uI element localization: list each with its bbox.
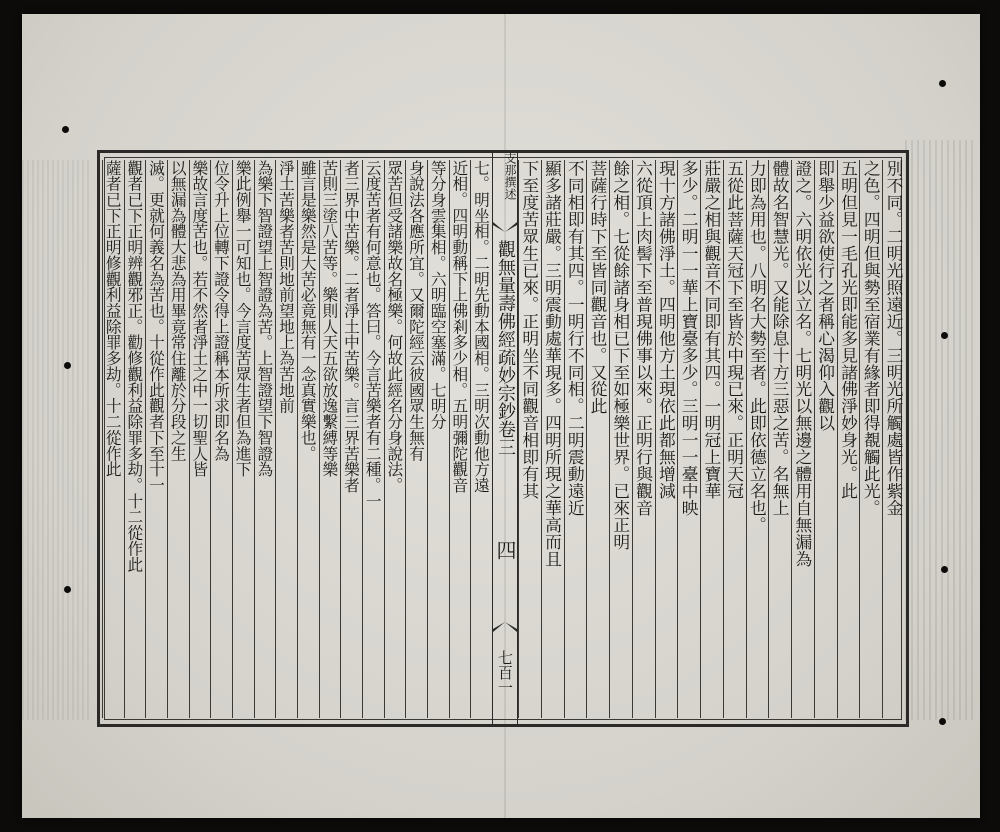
right-page-column-text: 力即為用也。八明名大勢至者。此即依德立名也。: [747, 160, 768, 534]
left-page-column-text: 觀者已下正明辨觀邪正。勸修觀利益除罪多劫。十二從作此: [125, 160, 145, 573]
right-page-column-text: 多少。二明一一華上寶臺多少。三明一一臺中映: [679, 160, 700, 517]
right-page-column: [859, 160, 882, 718]
right-page-column: [655, 160, 678, 718]
punch-hole: [941, 332, 948, 339]
right-page-column-text: 之色。四明但與勢至宿業有緣者即得覩觸此光。: [861, 160, 882, 517]
left-page-column-text: 身說法各應所宜。又爾陀經云彼國眾生無有: [406, 160, 426, 462]
left-page-column: [449, 160, 471, 718]
left-page-column-text: 云度苦者有何意也。答曰。今言苦樂者有二種。一: [363, 160, 383, 509]
left-page-column: [232, 160, 254, 718]
right-page-column: [541, 160, 564, 718]
left-page-column: [189, 160, 211, 718]
right-page-column: [609, 160, 632, 718]
gutter-page-number: 七百一: [496, 650, 514, 695]
left-page-column: [427, 160, 449, 718]
gutter-series-label: 支那撰述: [503, 152, 517, 200]
right-page-column: [837, 160, 860, 718]
left-page-column-text: 眾苦但受諸樂故名極樂。何故此經名分身說法。: [385, 160, 405, 494]
right-page-column: [814, 160, 837, 718]
punch-hole: [941, 566, 948, 573]
left-page-column: [275, 160, 297, 718]
right-page-column-text: 莊嚴之相與觀音不同即有其四。一明冠上寶華: [701, 160, 722, 500]
right-page-column-text: 餘之相。七從餘諸身相已下至如極樂世界。已來正明: [610, 160, 631, 551]
right-page-column-text: 即舉少益欲使行之者稱心渴仰入觀以: [815, 160, 836, 432]
right-page-column: [632, 160, 655, 718]
left-page-column-text: 樂此例舉一可知也。今言度苦眾生者但為進下: [233, 160, 253, 478]
left-page-column-text: 位令升上位轉下證令得上證稱本所求即名為: [211, 160, 231, 462]
left-page-column-text: 為樂下智證望上智證為苦。上智證望下智證為: [255, 160, 275, 478]
right-page-column: [882, 160, 905, 718]
right-page-column-text: 體故名智慧光。又能除息十方三惡之苦。名無上: [770, 160, 791, 517]
left-page-column: [167, 160, 189, 718]
right-page-column: [791, 160, 814, 718]
right-page-column: [586, 160, 609, 718]
left-page-column-text: 樂故言度苦也。若不然者淨土之中一切聖人皆: [190, 160, 210, 478]
right-page-column-text: 顯多諸莊嚴。三明震動處華現多。四明所現之華高而且: [542, 160, 563, 568]
left-page-column-text: 滅。更就何義名為苦也。十從作此觀者下至十一: [146, 160, 166, 494]
right-page-column: [768, 160, 791, 718]
left-page-column: [297, 160, 319, 718]
punch-hole: [939, 718, 946, 725]
left-page-column-text: 苦則三塗八苦等。樂則人天五欲放逸繫縛等樂: [320, 160, 340, 478]
right-page-column: [746, 160, 769, 718]
left-page-column-text: 者三界中苦樂。二者淨土中苦樂。言三界苦樂者: [341, 160, 361, 494]
right-page-column: [677, 160, 700, 718]
right-page-column-text: 五從此菩薩天冠下至皆於中現已來。正明天冠: [724, 160, 745, 500]
left-page-column: [102, 160, 124, 718]
punch-hole: [62, 126, 69, 133]
left-page-column-text: 薩者已下正明修觀利益除罪多劫。十二從作此: [103, 160, 123, 478]
right-page-column: [518, 160, 541, 718]
left-page-column: [470, 160, 492, 718]
right-page-column: [723, 160, 746, 718]
left-page-column: [319, 160, 341, 718]
left-page-column-text: 近相。四明動稱下上佛剎多少相。五明彌陀觀音: [450, 160, 470, 494]
left-page-column: [405, 160, 427, 718]
right-page-column-text: 六從頂上肉髻下至普現佛事以來。正明行與觀音: [633, 160, 654, 517]
left-page-column: [254, 160, 276, 718]
left-page-column: [340, 160, 362, 718]
right-page-column-text: 菩薩行時下至皆同觀音也。又從此: [588, 160, 609, 415]
left-page-column: [124, 160, 146, 718]
right-page-column-text: 別不同。二明光照遠近。三明光所觸處皆作紫金: [883, 160, 904, 517]
right-page-column-text: 證之。六明依光以立名。七明光以無邊之體用自無漏為: [792, 160, 813, 568]
punch-hole: [939, 80, 946, 87]
gutter-title: 觀無量壽佛經疏妙宗鈔卷三: [495, 240, 516, 456]
left-edge-bleed: [22, 160, 92, 720]
right-page-column-text: 不同相即有其四。一明行不同相。二明震動遠近: [565, 160, 586, 517]
left-page-column-text: 以無漏為體大悲為用畢竟常住離於分段之生: [168, 160, 188, 462]
right-page-column: [564, 160, 587, 718]
left-page-column-text: 雖言是樂然是大苦必竟無有一念真實樂也。: [298, 160, 318, 462]
punch-hole: [64, 586, 71, 593]
right-page-column: [700, 160, 723, 718]
left-page-column-text: 七。明坐相。二明先動本國相。三明次動他方遠: [471, 160, 491, 494]
gutter-leaf-number: 四: [493, 540, 517, 560]
right-edge-bleed: [905, 140, 977, 720]
left-page-column-text: 淨土苦樂者苦則地前望地上為苦地前: [276, 160, 296, 414]
left-page-column: [362, 160, 384, 718]
left-page-column: [145, 160, 167, 718]
right-page-column-text: 現十方諸佛淨土。四明他方土現依此都無增減: [656, 160, 677, 500]
left-page-column: [210, 160, 232, 718]
left-page-column: [384, 160, 406, 718]
punch-hole: [64, 362, 71, 369]
right-page-column-text: 五明但見一毛孔光即能多見諸佛淨妙身光。此: [838, 160, 859, 500]
right-page-column-text: 下至度苦眾生已來。正明坐不同觀音相即有其: [519, 160, 540, 500]
left-page-column-text: 等分身雲集相。六明臨空塞滿。七明分: [428, 160, 448, 430]
